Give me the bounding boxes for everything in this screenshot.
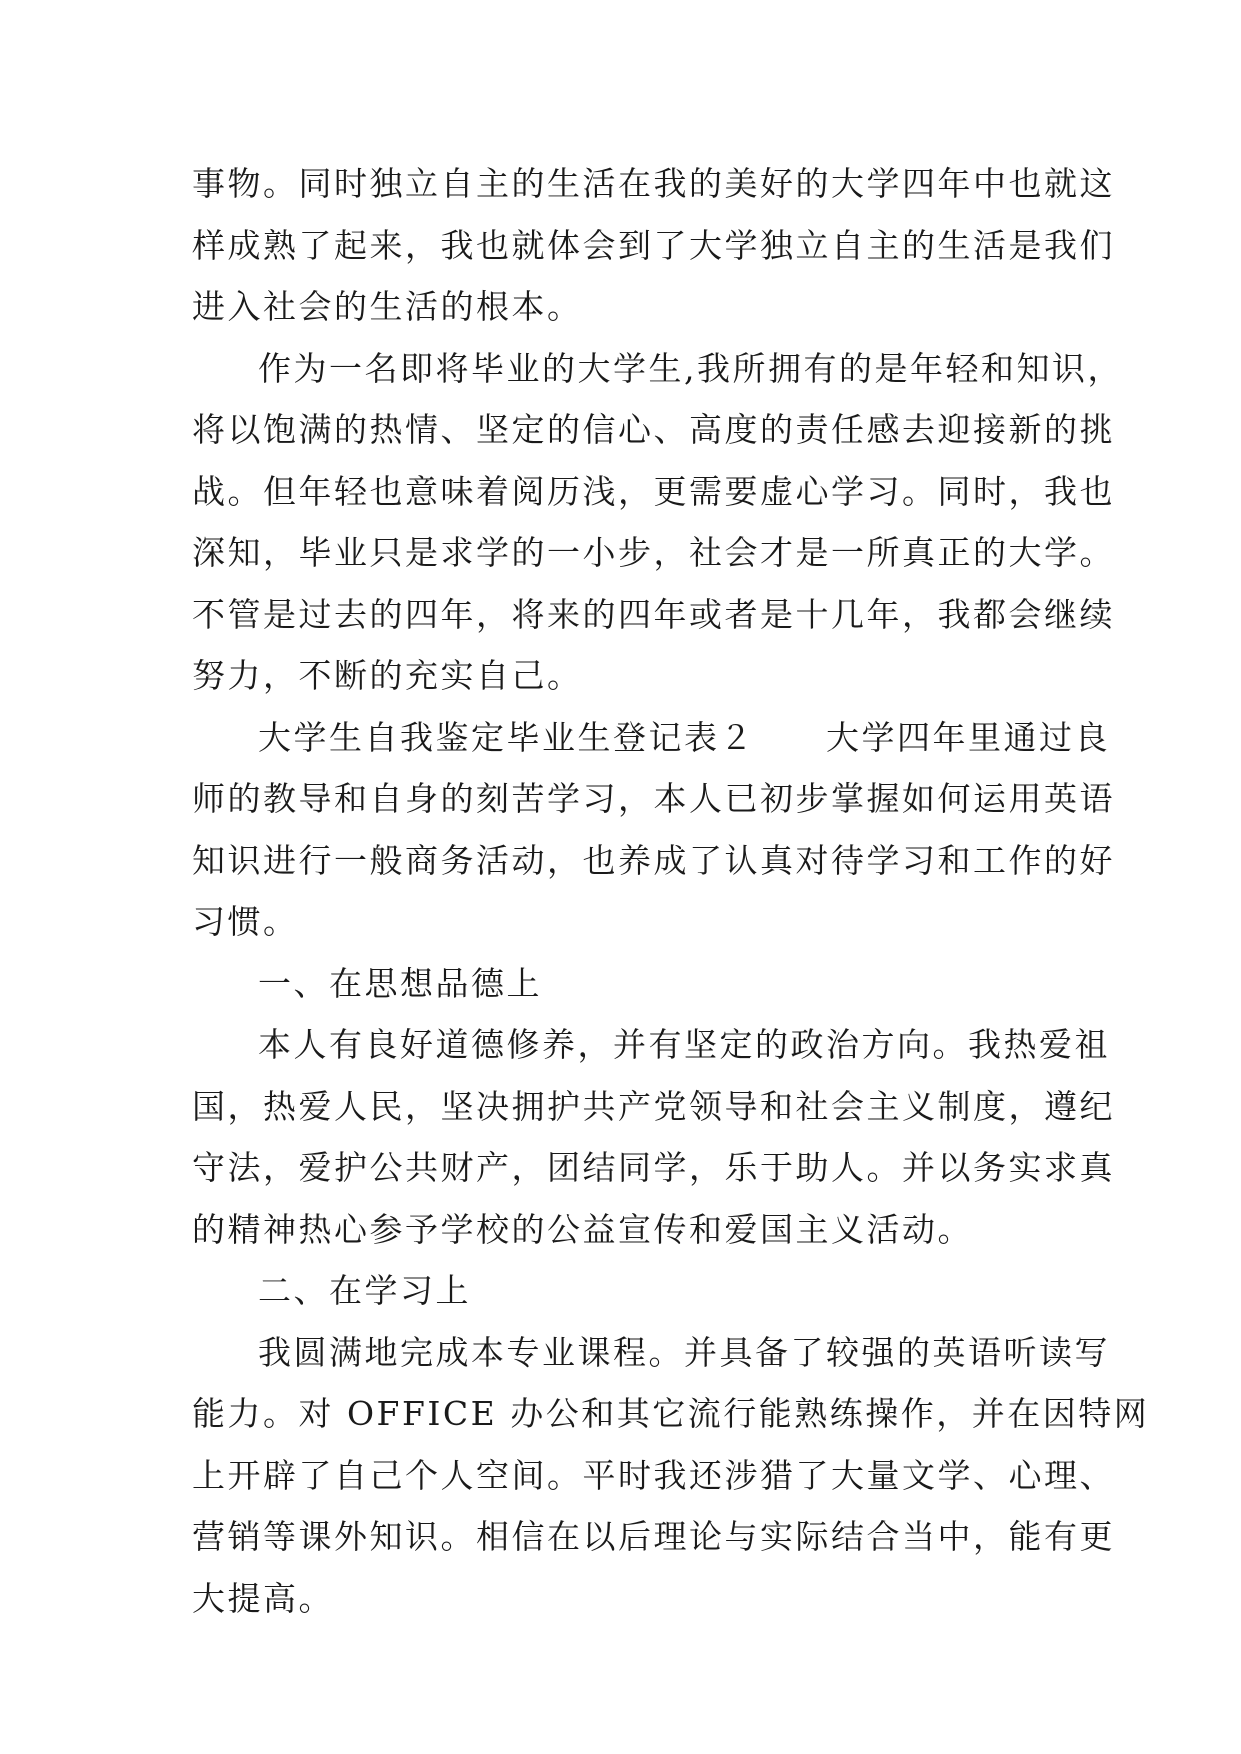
- paragraph-start-line: 大学生自我鉴定毕业生登记表２ 大学四年里通过良: [258, 717, 1110, 757]
- text-line: 大提高。: [192, 1578, 334, 1618]
- text-line: 将以饱满的热情、坚定的信心、高度的责任感去迎接新的挑: [192, 410, 1115, 449]
- text-line: 战。但年轻也意味着阅历浅，更需要虚心学习。同时，我也: [192, 471, 1115, 511]
- text-line: 进入社会的生活的根本。: [192, 287, 583, 326]
- text-line: 习惯。: [192, 902, 299, 941]
- document-body: [192, 153, 1150, 1629]
- section-heading: 二、在学习上: [258, 1271, 471, 1310]
- text-line: 师的教导和自身的刻苦学习，本人已初步掌握如何运用英语: [192, 779, 1115, 818]
- text-line: 守法，爱护公共财产，团结同学，乐于助人。并以务实求真: [192, 1148, 1115, 1187]
- text-line: 不管是过去的四年，将来的四年或者是十几年，我都会继续: [192, 594, 1115, 634]
- text-line: 营销等课外知识。相信在以后理论与实际结合当中，能有更: [192, 1517, 1115, 1556]
- text-line: 努力，不断的充实自己。: [192, 656, 583, 695]
- text-line: 国，热爱人民，坚决拥护共产党领导和社会主义制度，遵纪: [192, 1086, 1115, 1126]
- text-line: 能力。对 OFFICE 办公和其它流行能熟练操作，并在因特网: [192, 1394, 1150, 1433]
- paragraph-start-line: 我圆满地完成本专业课程。并具备了较强的英语听读写: [258, 1332, 1110, 1372]
- paragraph-start-line: 本人有良好道德修养，并有坚定的政治方向。我热爱祖: [258, 1025, 1110, 1064]
- text-line: 事物。同时独立自主的生活在我的美好的大学四年中也就这: [192, 164, 1115, 203]
- text-line: 的精神热心参予学校的公益宣传和爱国主义活动。: [192, 1209, 973, 1249]
- text-line: 知识进行一般商务活动，也养成了认真对待学习和工作的好: [192, 840, 1115, 880]
- paragraph-start-line: 作为一名即将毕业的大学生,我所拥有的是年轻和知识，: [258, 348, 1123, 388]
- text-line: 上开辟了自己个人空间。平时我还涉猎了大量文学、心理、: [192, 1455, 1115, 1495]
- text-line: 样成熟了起来，我也就体会到了大学独立自主的生活是我们: [192, 225, 1115, 265]
- section-heading: 一、在思想品德上: [258, 963, 542, 1003]
- text-line: 深知，毕业只是求学的一小步，社会才是一所真正的大学。: [192, 533, 1115, 572]
